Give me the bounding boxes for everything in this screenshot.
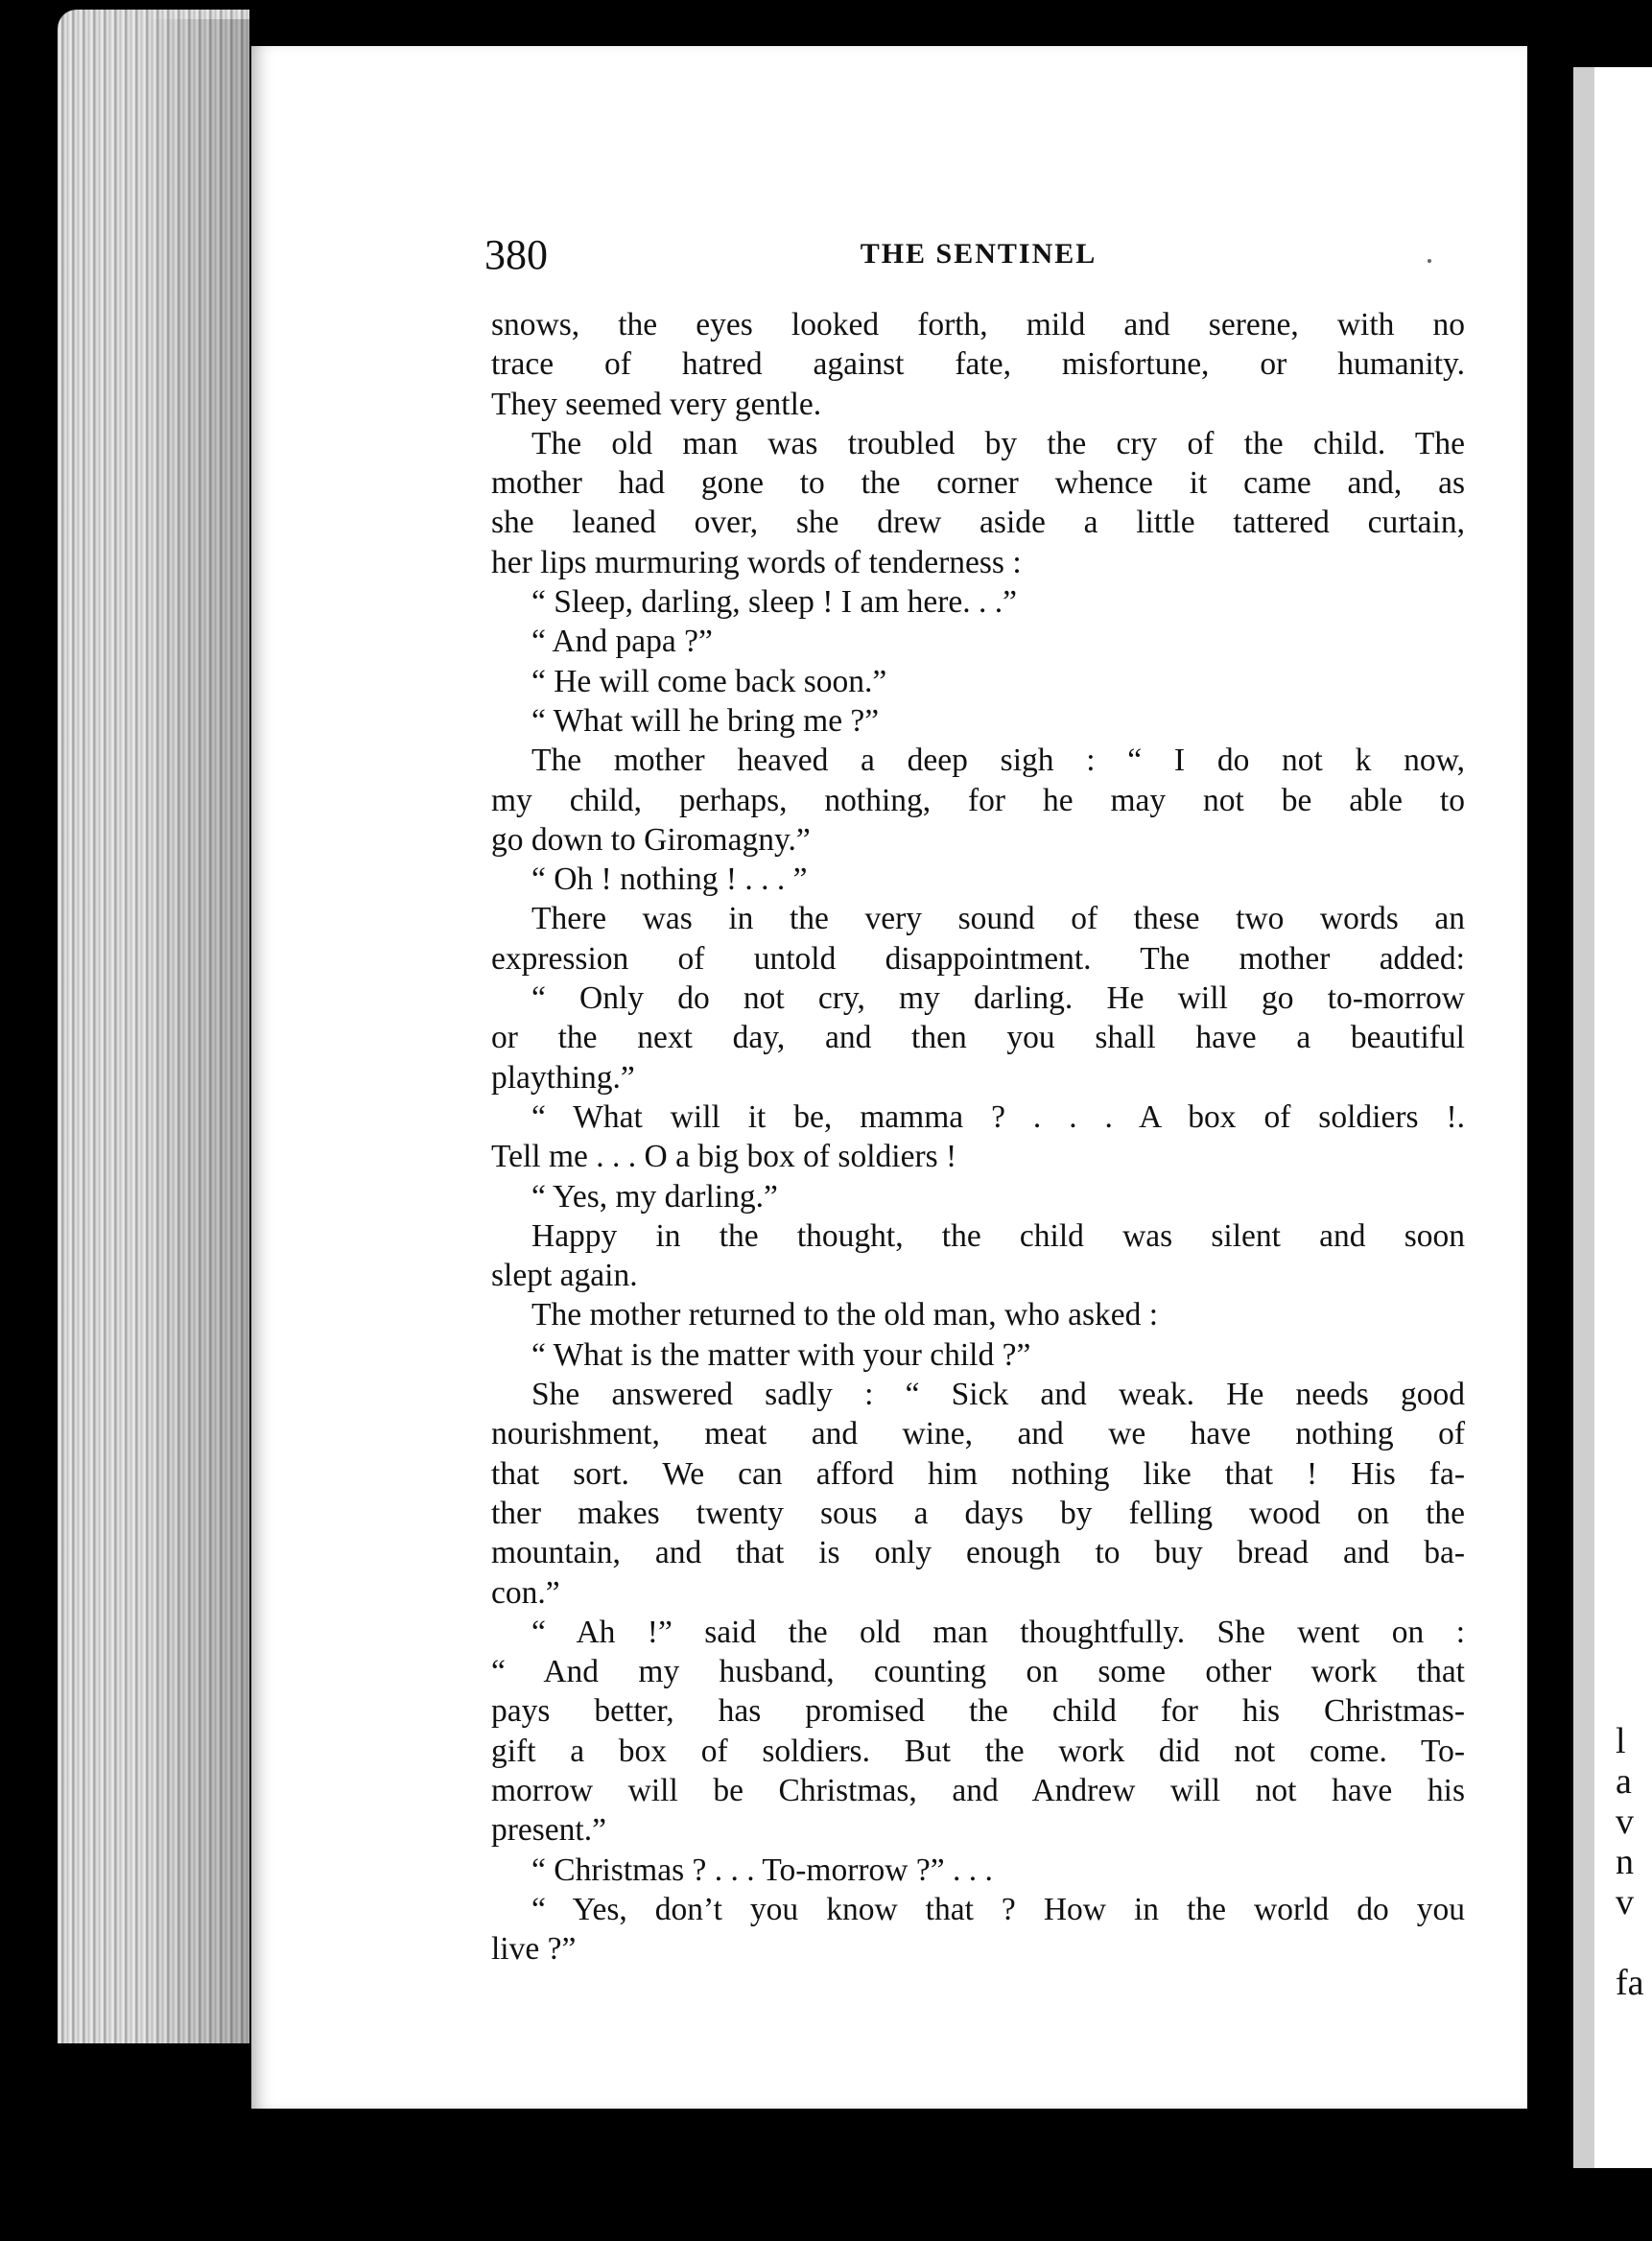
running-title: THE SENTINEL <box>860 238 1097 270</box>
text-line: Tell me . . . O a big box of soldiers ! <box>491 1139 957 1175</box>
facing-page-letter: fa <box>1616 1963 1644 2003</box>
text-line: She answered sadly : “ Sick and weak. He needs good <box>531 1377 1465 1413</box>
text-line: mountain, and that is only enough to buy bread and ba- <box>491 1535 1465 1571</box>
text-line: ther makes twenty sous a days by felling wood on the <box>491 1495 1465 1531</box>
text-line: “ What is the matter with your child ?” <box>531 1336 1031 1373</box>
page-gutter-shadow <box>144 19 259 2053</box>
text-line: that sort. We can afford him nothing like that ! His fa- <box>491 1455 1465 1492</box>
text-line: morrow will be Christmas, and Andrew will not have his <box>491 1772 1465 1808</box>
text-line: expression of untold disappointment. The mother added: <box>491 940 1465 977</box>
text-line: snows, the eyes looked forth, mild and serene, with no <box>491 307 1465 342</box>
text-line: “ Yes, my darling.” <box>531 1178 778 1215</box>
page-number: 380 <box>484 231 548 278</box>
text-line: my child, perhaps, nothing, for he may not be able to <box>491 782 1465 818</box>
text-line: plaything.” <box>491 1059 635 1096</box>
text-line: They seemed very gentle. <box>491 386 822 422</box>
text-line: “ Oh ! nothing ! . . . ” <box>531 861 808 898</box>
text-line: mother had gone to the corner whence it came and, as <box>491 465 1465 502</box>
text-line: There was in the very sound of these two words an <box>531 901 1465 937</box>
text-line: con.” <box>491 1574 560 1611</box>
page-header <box>484 230 1473 288</box>
text-line: trace of hatred against fate, misfortune, or humanity. <box>491 346 1465 383</box>
facing-page-letter: l <box>1616 1721 1626 1761</box>
text-line: “ Ah !” said the old man thoughtfully. She went on : <box>531 1614 1465 1650</box>
text-line: “ He will come back soon.” <box>531 663 887 699</box>
text-line: her lips murmuring words of tenderness : <box>491 544 1022 580</box>
text-line: slept again. <box>491 1258 638 1294</box>
text-line: The mother returned to the old man, who asked : <box>531 1297 1159 1333</box>
text-line: go down to Giromagny.” <box>491 821 811 858</box>
text-line: present.” <box>491 1812 606 1849</box>
text-line: she leaned over, she drew aside a little tattered curtain, <box>491 505 1465 541</box>
text-line: “ Christmas ? . . . To-morrow ?” . . . <box>531 1852 993 1888</box>
text-line: or the next day, and then you shall have a beautiful <box>491 1020 1465 1056</box>
facing-page-letter: v <box>1616 1882 1634 1923</box>
text-line: “ Only do not cry, my darling. He will go to-morrow <box>531 980 1465 1017</box>
text-line: Happy in the thought, the child was silent and soon <box>531 1217 1465 1254</box>
text-line: “ Sleep, darling, sleep ! I am here. . .” <box>531 584 1018 621</box>
text-line: gift a box of soldiers. But the work did not come. To- <box>491 1733 1465 1769</box>
text-line: “ What will he bring me ?” <box>531 702 880 739</box>
body-text <box>491 305 1465 1969</box>
speck <box>1428 259 1431 263</box>
text-line: The old man was troubled by the cry of the child. The <box>531 425 1465 461</box>
facing-page-letter: a <box>1616 1761 1632 1802</box>
facing-page-letter: n <box>1616 1842 1634 1882</box>
text-line: nourishment, meat and wine, and we have nothing of <box>491 1416 1465 1452</box>
text-line: pays better, has promised the child for his Christmas- <box>491 1693 1465 1730</box>
text-line: “ What will it be, mamma ? . . . A box of soldiers !. <box>531 1098 1465 1135</box>
text-line: live ?” <box>491 1931 577 1968</box>
text-line: The mother heaved a deep sigh : “ I do not k now, <box>531 743 1465 779</box>
text-line: “ Yes, don’t you know that ? How in the world do you <box>531 1891 1465 1927</box>
text-line: “ And my husband, counting on some other work that <box>491 1654 1465 1690</box>
text-line: “ And papa ?” <box>531 624 713 660</box>
facing-page-edge <box>1573 67 1652 2168</box>
facing-page-letter: v <box>1616 1802 1634 1842</box>
